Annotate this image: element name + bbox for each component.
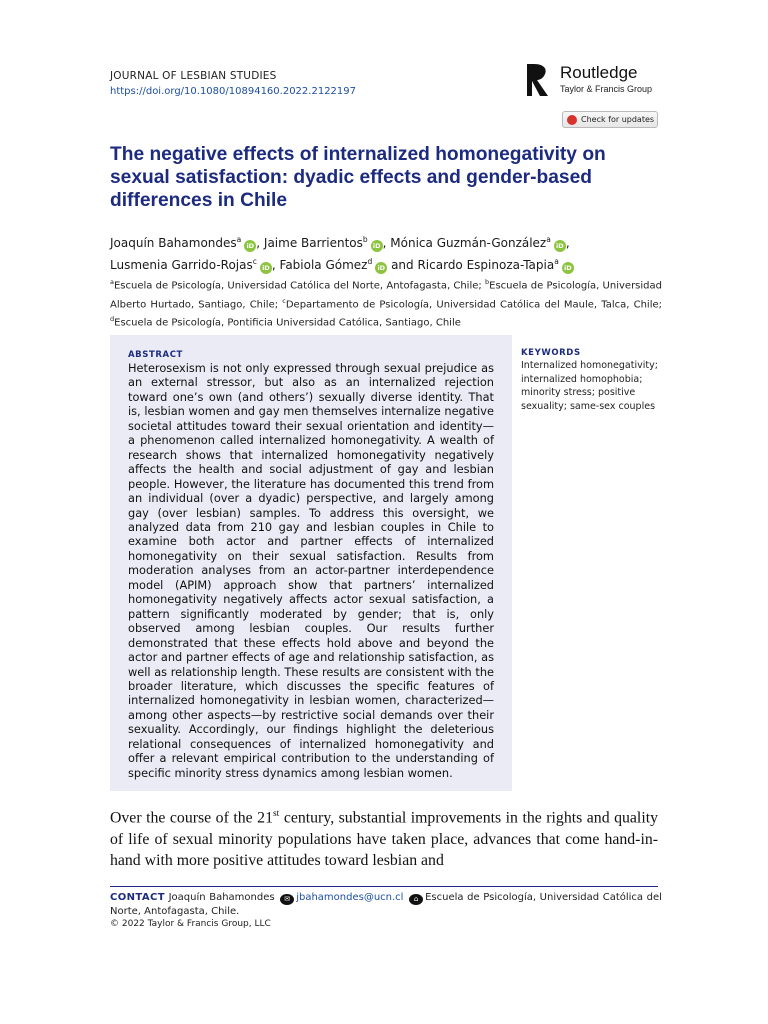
author-name: Mónica Guzmán-González [390,236,547,250]
copyright-notice: © 2022 Taylor & Francis Group, LLC [110,919,271,929]
crossmark-icon [567,115,577,125]
address-icon: ⌂ [409,894,423,905]
affiliation-text: Escuela de Psicología, Pontificia Universidad Católica, Santiago, Chile [114,317,461,329]
contact-email-link[interactable]: jbahamondes@ucn.cl [296,892,404,903]
footer-rule [110,886,658,887]
contact-line [110,891,662,919]
affiliation-mark: a [110,278,114,286]
affiliation-mark: d [110,315,115,324]
author-affiliation-mark: d [367,256,373,266]
author-affiliation-mark: a [236,235,242,244]
check-for-updates-button[interactable] [562,111,658,128]
author-affiliation-mark: c [252,256,257,266]
author-name: Jaime Barrientos [263,236,363,250]
author-name: Joaquín Bahamondes [110,236,237,250]
author-separator: , [565,236,570,250]
publisher-name: Routledge [560,63,638,82]
doi-link[interactable]: https://doi.org/10.1080/10894160.2022.2122197 [110,86,357,97]
contact-label: CONTACT [110,892,165,903]
affiliation-text: Escuela de Psicología, Universidad Católica del Norte, Antofagasta, Chile; [113,280,485,292]
routledge-logo-icon [523,62,553,98]
author-affiliation-mark: a [546,235,551,244]
affiliation-mark: c [282,296,286,305]
author-list [110,231,662,274]
affiliation-text: Departamento de Psicología, Universidad Católica del Maule, Talca, Chile; [285,298,662,310]
body-paragraph [110,804,658,872]
author-separator: and [387,257,418,272]
publisher-logo [523,62,663,100]
affiliation-text: Escuela de Psicología, Universidad Alberto Hurtado, Santiago, Chile; [110,280,662,310]
keywords-text: Internalized homonegativity; internalized homophobia; minority stress; positive sexuality; same-sex couples [521,360,658,412]
author-name: Fabiola Gómez [279,257,368,272]
body-text-start: Over the course of the 21 [110,809,273,827]
email-icon: ✉ [280,894,294,905]
author-name: Lusmenia Garrido-Rojas [110,257,253,272]
article-title: The negative effects of internalized homonegativity on sexual satisfaction: dyadic effects and gender-based differences in Chile [110,144,606,211]
orcid-icon[interactable]: iD [371,240,383,252]
affiliations [110,275,662,331]
check-for-updates-label: Check for updates [581,115,655,124]
author-separator: , [256,236,264,250]
author-separator: , [382,236,391,250]
orcid-icon[interactable]: iD [260,262,272,274]
orcid-icon[interactable]: iD [244,240,256,252]
body-text-rest: century, substantial improvements in the rights and quality of life of sexual minority populations have taken place, advances that come hand-in-hand with more positive attitudes toward lesbian and [110,809,658,870]
author-affiliation-mark: a [554,256,559,266]
orcid-icon[interactable]: iD [375,262,387,274]
contact-address: Escuela de Psicología, Universidad Católica del Norte, Antofagasta, Chile. [110,892,662,917]
abstract-heading: ABSTRACT [128,350,183,360]
abstract-text: Heterosexism is not only expressed through sexual prejudice as an external stressor, but also as an internalized rejection toward one’s own (and others’) sexually diverse identity. That is, lesbian women and gay men themselves internalize negative societal attitudes toward their sexual orientation and identity—a phenomenon called internalized homonegativity. A wealth of research shows that internalized homonegativity negatively affects the health and social adjustment of gay and lesbian people. However, the literature has documented this trend from an individual (over a dyadic) perspective, and largely among gay (over lesbian) samples. To address this oversight, we analyzed data from 210 gay and lesbian couples in Chile to examine both actor and partner effects of internalized homonegativity on their sexual satisfaction. Results from moderation analyses from an actor-partner interdependence model (APIM) approach show that partners’ internalized homonegativity negatively affects actor sexual satisfaction, a pattern significantly moderated by gender; that is, only observed among lesbian couples. Our results further demonstrated that these effects hold above and beyond the actor and partner effects of age and relationship satisfaction, as well as relationship length. These results are consistent with the broader literature, which discusses the specific features of internalized homonegativity in lesbian women, characterized—among other aspects—by restrictive social demands over their sexuality. Accordingly, our findings highlight the deleterious relational consequences of internalized homonegativity and offer a relevant empirical contribution to the understanding of specific minority stress dynamics among lesbian women. [128,361,494,780]
contact-name: Joaquín Bahamondes [168,892,275,903]
affiliation-mark: b [485,278,490,286]
journal-name: JOURNAL OF LESBIAN STUDIES [110,70,277,82]
keywords-heading: KEYWORDS [521,348,581,358]
publisher-group: Taylor & Francis Group [560,84,653,94]
author-name: Ricardo Espinoza-Tapia [417,257,555,272]
ordinal-suffix: st [272,809,280,819]
author-separator: , [271,257,280,272]
orcid-icon[interactable]: iD [562,262,574,274]
author-affiliation-mark: b [362,235,368,244]
orcid-icon[interactable]: iD [554,240,566,252]
